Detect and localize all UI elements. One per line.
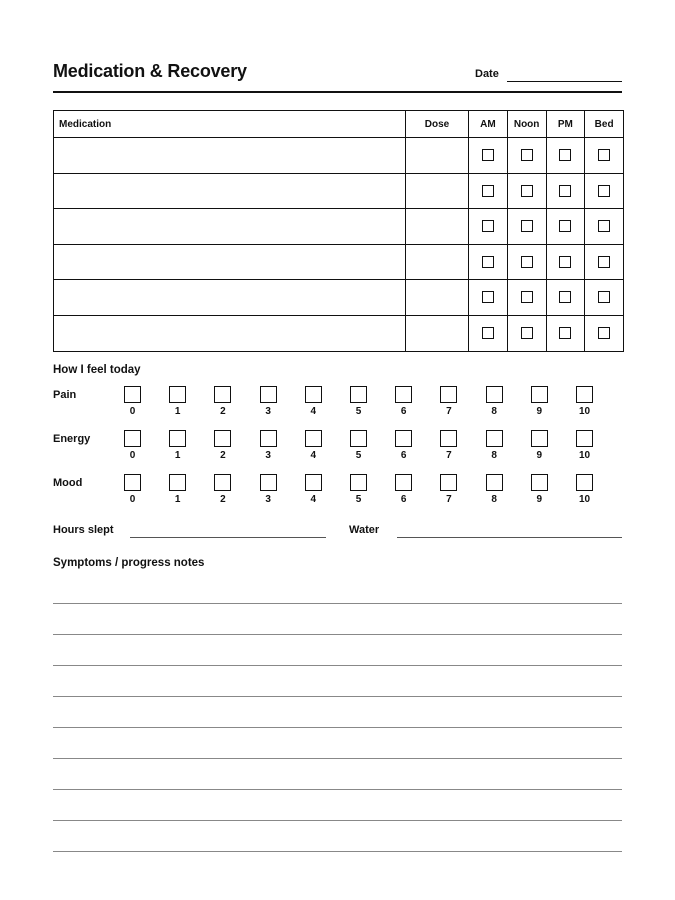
mood-scale-box[interactable] <box>576 474 593 491</box>
notes-line[interactable] <box>53 603 622 604</box>
scale-value-label: 4 <box>310 450 317 461</box>
pm-cell <box>546 315 585 351</box>
scale-value-label: 7 <box>446 450 452 461</box>
hours-slept-field[interactable] <box>130 537 326 538</box>
dose-cell[interactable] <box>406 315 469 351</box>
pain-scale-box[interactable] <box>169 386 186 403</box>
noon-cell <box>507 173 546 209</box>
bed-checkbox[interactable] <box>598 256 610 268</box>
notes-line[interactable] <box>53 696 622 697</box>
header-divider <box>53 91 622 93</box>
energy-scale-box[interactable] <box>169 430 186 447</box>
bed-cell <box>585 138 624 174</box>
table-row <box>54 315 624 351</box>
date-label: Date <box>475 68 499 80</box>
column-header-noon: Noon <box>507 111 546 138</box>
am-cell <box>469 244 508 280</box>
hours-slept-label: Hours slept <box>53 524 114 536</box>
scale-value-label: 5 <box>355 406 362 417</box>
noon-checkbox[interactable] <box>521 149 533 161</box>
pain-scale-box[interactable] <box>260 386 277 403</box>
scale-value-label: 7 <box>446 406 452 417</box>
medication-table <box>53 110 624 352</box>
scale-value-label: 9 <box>536 450 543 461</box>
energy-scale-box[interactable] <box>486 430 503 447</box>
mood-scale-box[interactable] <box>350 474 367 491</box>
scale-value-label: 3 <box>265 450 271 461</box>
pm-checkbox[interactable] <box>559 185 571 197</box>
am-cell <box>469 173 508 209</box>
energy-scale-box[interactable] <box>350 430 367 447</box>
dose-cell[interactable] <box>406 173 469 209</box>
column-header-am: AM <box>469 111 508 138</box>
bed-cell <box>585 244 624 280</box>
noon-cell <box>507 209 546 245</box>
pm-cell <box>546 173 585 209</box>
am-checkbox[interactable] <box>482 220 494 232</box>
pain-scale-box[interactable] <box>305 386 322 403</box>
noon-cell <box>507 315 546 351</box>
scale-value-label: 2 <box>220 406 226 417</box>
am-checkbox[interactable] <box>482 185 494 197</box>
noon-cell <box>507 244 546 280</box>
pain-scale-box[interactable] <box>350 386 367 403</box>
scale-value-label: 6 <box>400 450 407 461</box>
date-field[interactable] <box>507 81 622 82</box>
table-row <box>54 244 624 280</box>
pain-scale-box[interactable] <box>576 386 593 403</box>
mood-scale-box[interactable] <box>395 474 412 491</box>
medication-name-cell[interactable] <box>54 209 406 245</box>
pm-cell <box>546 209 585 245</box>
pm-checkbox[interactable] <box>559 291 571 303</box>
water-field[interactable] <box>397 537 622 538</box>
mood-scale-box[interactable] <box>486 474 503 491</box>
mood-scale-box[interactable] <box>124 474 141 491</box>
mood-scale-label: Mood <box>53 477 83 489</box>
scale-value-label: 9 <box>536 406 543 417</box>
bed-checkbox[interactable] <box>598 327 610 339</box>
noon-cell <box>507 280 546 316</box>
am-checkbox[interactable] <box>482 256 494 268</box>
am-checkbox[interactable] <box>482 149 494 161</box>
page-title: Medication & Recovery <box>53 61 247 81</box>
mood-scale-box[interactable] <box>214 474 231 491</box>
pain-scale-label: Pain <box>53 389 77 401</box>
scale-value-label: 3 <box>265 494 271 505</box>
scale-value-label: 8 <box>491 494 497 505</box>
scale-value-label: 7 <box>446 494 452 505</box>
bed-checkbox[interactable] <box>598 291 610 303</box>
energy-scale-box[interactable] <box>260 430 277 447</box>
scale-value-label: 0 <box>129 406 136 417</box>
scale-value-label: 1 <box>174 450 181 461</box>
notes-line[interactable] <box>53 789 622 790</box>
noon-checkbox[interactable] <box>521 291 533 303</box>
pm-cell <box>546 244 585 280</box>
pain-scale-box[interactable] <box>440 386 457 403</box>
column-header-dose: Dose <box>406 111 469 138</box>
mood-scale-box[interactable] <box>260 474 277 491</box>
energy-scale-box[interactable] <box>440 430 457 447</box>
scale-value-label: 1 <box>174 494 181 505</box>
energy-scale-box[interactable] <box>576 430 593 447</box>
pm-cell <box>546 138 585 174</box>
am-cell <box>469 138 508 174</box>
bed-cell <box>585 315 624 351</box>
noon-checkbox[interactable] <box>521 185 533 197</box>
table-header-row <box>54 111 624 138</box>
pain-scale-box[interactable] <box>486 386 503 403</box>
noon-checkbox[interactable] <box>521 327 533 339</box>
scale-value-label: 4 <box>310 494 317 505</box>
pain-scale-box[interactable] <box>395 386 412 403</box>
medication-name-cell[interactable] <box>54 138 406 174</box>
mood-scale-box[interactable] <box>440 474 457 491</box>
scale-value-label: 3 <box>265 406 271 417</box>
energy-scale-box[interactable] <box>531 430 548 447</box>
scale-value-label: 10 <box>578 450 591 461</box>
noon-checkbox[interactable] <box>521 220 533 232</box>
medication-name-cell[interactable] <box>54 173 406 209</box>
am-checkbox[interactable] <box>482 291 494 303</box>
notes-line[interactable] <box>53 758 622 759</box>
scale-value-label: 2 <box>220 450 226 461</box>
am-cell <box>469 209 508 245</box>
scale-value-label: 6 <box>400 494 407 505</box>
energy-scale-box[interactable] <box>124 430 141 447</box>
scale-value-label: 8 <box>491 406 497 417</box>
table-row <box>54 280 624 316</box>
scale-value-label: 0 <box>129 450 136 461</box>
dose-cell[interactable] <box>406 280 469 316</box>
pm-checkbox[interactable] <box>559 327 571 339</box>
pain-scale-box[interactable] <box>124 386 141 403</box>
water-label: Water <box>349 524 380 536</box>
pm-checkbox[interactable] <box>559 256 571 268</box>
notes-heading: Symptoms / progress notes <box>53 557 205 569</box>
energy-scale-box[interactable] <box>214 430 231 447</box>
pm-checkbox[interactable] <box>559 149 571 161</box>
scale-value-label: 10 <box>578 494 591 505</box>
scale-value-label: 10 <box>578 406 591 417</box>
column-header-bed: Bed <box>585 111 624 138</box>
table-row <box>54 209 624 245</box>
medication-name-cell[interactable] <box>54 315 406 351</box>
scale-value-label: 9 <box>536 494 543 505</box>
pm-cell <box>546 280 585 316</box>
notes-line[interactable] <box>53 634 622 635</box>
scale-value-label: 8 <box>491 450 497 461</box>
dose-cell[interactable] <box>406 209 469 245</box>
notes-line[interactable] <box>53 727 622 728</box>
am-cell <box>469 315 508 351</box>
scale-value-label: 2 <box>220 494 226 505</box>
column-header-pm: PM <box>546 111 585 138</box>
dose-cell[interactable] <box>406 138 469 174</box>
dose-cell[interactable] <box>406 244 469 280</box>
notes-line[interactable] <box>53 665 622 666</box>
column-header-medication: Medication <box>54 111 406 138</box>
mood-scale-box[interactable] <box>305 474 322 491</box>
feel-heading: How I feel today <box>53 364 141 376</box>
bed-cell <box>585 209 624 245</box>
notes-line[interactable] <box>53 820 622 821</box>
table-row <box>54 138 624 174</box>
pm-checkbox[interactable] <box>559 220 571 232</box>
am-checkbox[interactable] <box>482 327 494 339</box>
mood-scale-box[interactable] <box>169 474 186 491</box>
mood-scale-box[interactable] <box>531 474 548 491</box>
noon-cell <box>507 138 546 174</box>
notes-line[interactable] <box>53 851 622 852</box>
bed-checkbox[interactable] <box>598 149 610 161</box>
am-cell <box>469 280 508 316</box>
scale-value-label: 4 <box>310 406 317 417</box>
noon-checkbox[interactable] <box>521 256 533 268</box>
bed-checkbox[interactable] <box>598 185 610 197</box>
scale-value-label: 1 <box>174 406 181 417</box>
pain-scale-box[interactable] <box>531 386 548 403</box>
energy-scale-box[interactable] <box>395 430 412 447</box>
medication-name-cell[interactable] <box>54 280 406 316</box>
scale-value-label: 6 <box>400 406 407 417</box>
bed-checkbox[interactable] <box>598 220 610 232</box>
table-row <box>54 173 624 209</box>
pain-scale-box[interactable] <box>214 386 231 403</box>
scale-value-label: 5 <box>355 450 362 461</box>
bed-cell <box>585 173 624 209</box>
bed-cell <box>585 280 624 316</box>
scale-value-label: 5 <box>355 494 362 505</box>
medication-name-cell[interactable] <box>54 244 406 280</box>
energy-scale-box[interactable] <box>305 430 322 447</box>
scale-value-label: 0 <box>129 494 136 505</box>
energy-scale-label: Energy <box>53 433 91 445</box>
